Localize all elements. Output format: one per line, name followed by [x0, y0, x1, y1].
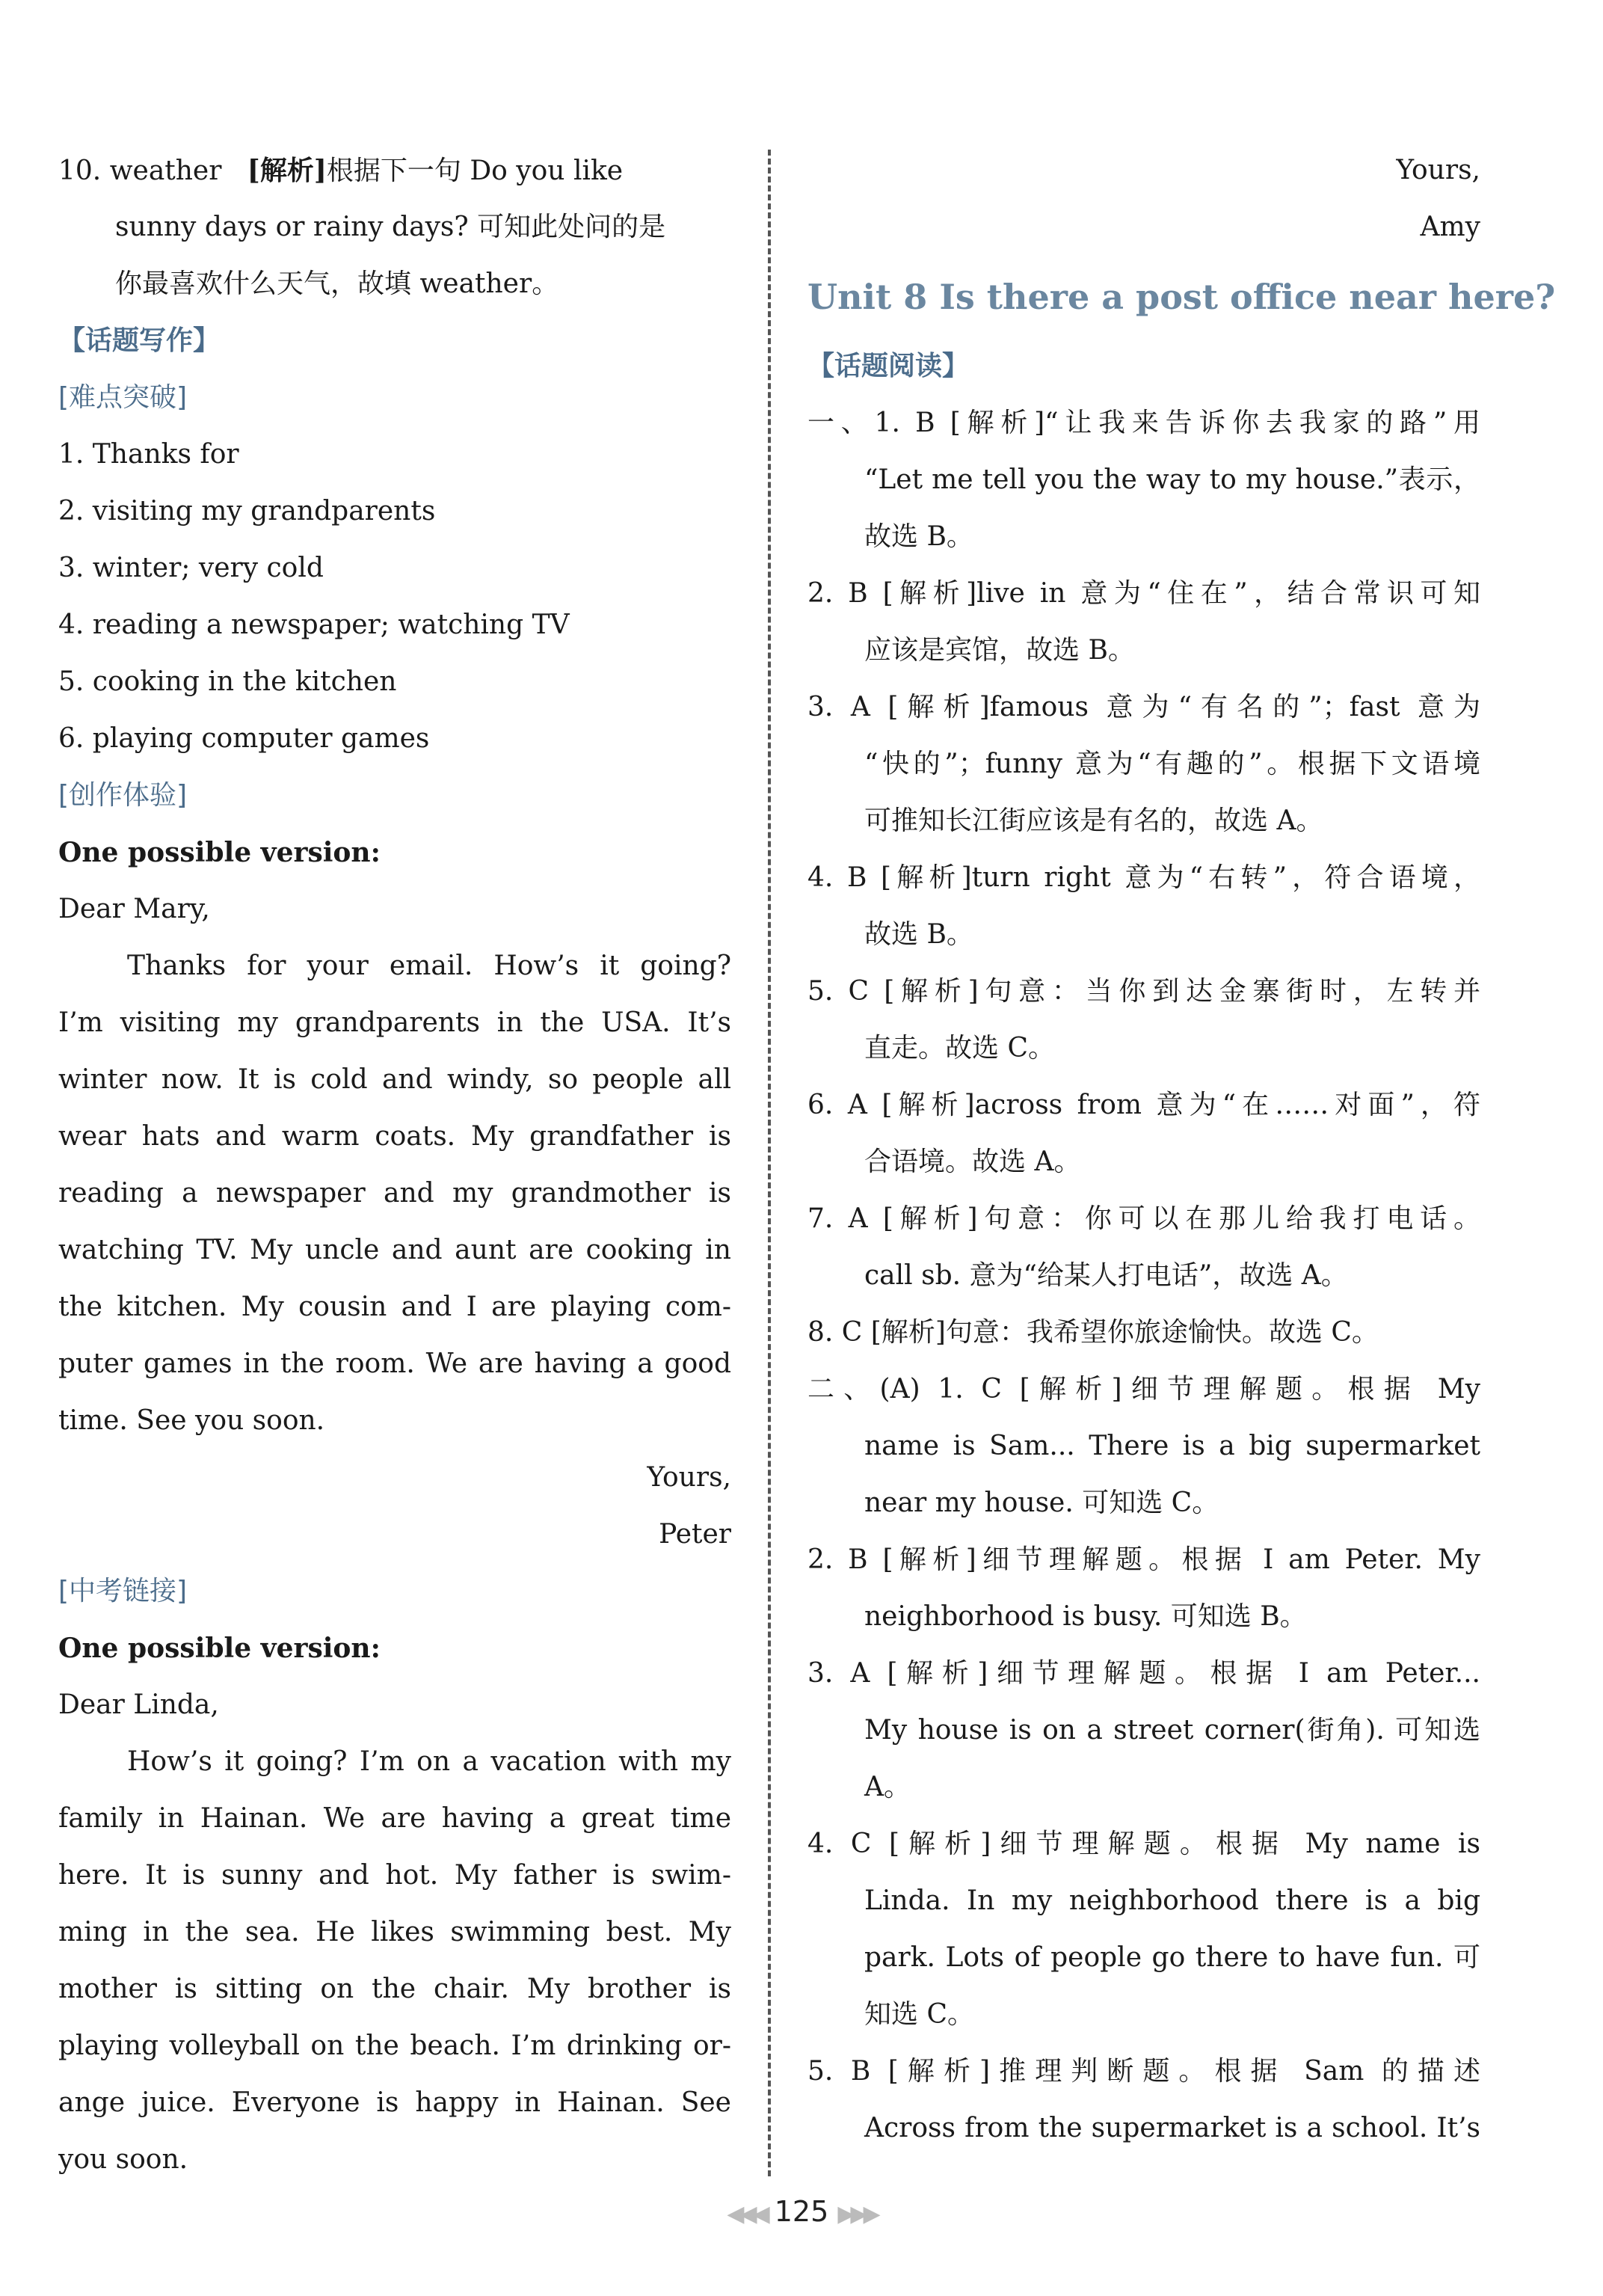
answer-line: 8. C [解析]句意：我希望你旅途愉快。故选 C。	[807, 1317, 1379, 1348]
answer-line: 3. A [解析]细节理解题。根据 I am Peter...	[807, 1658, 1480, 1689]
answer-line: 可推知长江街应该是有名的，故选 A。	[864, 805, 1323, 836]
answer-item	[807, 1191, 1480, 1304]
answer-line: “快的”；funny 意为“有趣的”。根据下文语境	[864, 749, 1480, 779]
answer-line: 直走。故选 C。	[864, 1033, 1055, 1063]
version-label: One possible version:	[58, 1633, 381, 1664]
answer-item	[807, 1077, 1480, 1191]
letter-signature: Amy	[1420, 212, 1480, 242]
letter-line: mother is sitting on the chair. My brother is	[58, 1974, 731, 2004]
letter-line: ming in the sea. He likes swimming best. My	[58, 1917, 731, 1947]
answer-item: 6. playing computer games	[58, 723, 430, 754]
left-column	[58, 142, 731, 2188]
letter-signature: Peter	[659, 1519, 731, 1550]
letter-line: playing volleyball on the beach. I’m drinking or-	[58, 2031, 731, 2061]
q10-line3: 你最喜欢什么天气，故填 weather。	[115, 268, 559, 299]
answer-item: 5. cooking in the kitchen	[58, 666, 397, 697]
difficulty-subheading: [难点突破]	[58, 382, 188, 413]
answer-line: 2. B [解析]live in 意为“住在”，结合常识可知	[807, 578, 1480, 609]
answer-line: neighborhood is busy. 可知选 B。	[864, 1601, 1307, 1632]
q10-line2: sunny days or rainy days? 可知此处问的是	[115, 212, 666, 242]
letter-line: Thanks for your email. How’s it going?	[127, 951, 731, 981]
answer-line: 3. A [解析]famous 意为“有名的”；fast 意为	[807, 692, 1480, 722]
answer-item	[807, 2043, 1480, 2157]
answer-item	[807, 963, 1480, 1077]
letter-line: winter now. It is cold and windy, so people all	[58, 1064, 731, 1095]
answer-line: 故选 B。	[864, 521, 973, 552]
answer-line: “Let me tell you the way to my house.”表示，	[864, 464, 1480, 495]
answer-line: park. Lots of people go there to have fun. 可	[864, 1942, 1480, 1973]
answer-line: near my house. 可知选 C。	[864, 1488, 1219, 1518]
answer-line: 二、(A) 1. C [解析]细节理解题。根据 My	[807, 1374, 1480, 1405]
letter-line: time. See you soon.	[58, 1405, 325, 1436]
answer-item: 4. reading a newspaper; watching TV	[58, 610, 570, 640]
answer-item: 2. visiting my grandparents	[58, 496, 436, 527]
answer-item	[807, 1645, 1480, 1816]
answer-line: 2. B [解析]细节理解题。根据 I am Peter. My	[807, 1544, 1480, 1575]
letter-line: wear hats and warm coats. My grandfather is	[58, 1121, 731, 1152]
answer-line: 应该是宾馆，故选 B。	[864, 635, 1135, 666]
letter-line: puter games in the room. We are having a good	[58, 1348, 731, 1379]
q10-line1	[58, 142, 731, 199]
letter-line: How’s it going? I’m on a vacation with my	[127, 1746, 731, 1777]
answer-line: 6. A [解析]across from 意为“在……对面”，符	[807, 1090, 1480, 1120]
answer-item	[807, 395, 1480, 565]
creative-subheading: [创作体验]	[58, 780, 188, 811]
answer-item: 3. winter; very cold	[58, 553, 324, 583]
letter-line: watching TV. My uncle and aunt are cooking in	[58, 1235, 731, 1265]
page-footer	[0, 2195, 1603, 2228]
letter-line: I’m visiting my grandparents in the USA. It’s	[58, 1007, 731, 1038]
answer-line: 故选 B。	[864, 919, 973, 950]
letter-closing: Yours,	[1396, 155, 1480, 185]
letter-greeting: Dear Linda,	[58, 1689, 219, 1720]
reading-section-heading: 【话题阅读】	[807, 351, 970, 381]
letter-line: family in Hainan. We are having a great time	[58, 1803, 731, 1834]
right-column	[807, 142, 1556, 2157]
answer-item	[807, 850, 1480, 963]
page-number: 125	[774, 2195, 829, 2228]
answer-item	[807, 1816, 1480, 2043]
answer-line: 5. C [解析]句意：当你到达金寨街时，左转并	[807, 976, 1480, 1007]
answer-line: Across from the supermarket is a school. It’s	[864, 2113, 1480, 2143]
writing-section-heading: 【话题写作】	[58, 325, 221, 356]
answer-line: 7. A [解析]句意：你可以在那儿给我打电话。	[807, 1203, 1480, 1234]
answer-line: Linda. In my neighborhood there is a big	[864, 1885, 1480, 1916]
answer-line: name is Sam... There is a big supermarket	[864, 1431, 1480, 1461]
answer-line: 知选 C。	[864, 1999, 974, 2030]
answer-line: 一、1. B [解析]“让我来告诉你去我家的路”用	[807, 408, 1480, 438]
unit-title: Unit 8 Is there a post office near here?	[807, 277, 1556, 317]
answer-item	[807, 1532, 1480, 1645]
column-divider	[768, 150, 771, 2176]
answer-item	[807, 679, 1480, 850]
zhongkao-subheading: [中考链接]	[58, 1576, 188, 1606]
answer-line: call sb. 意为“给某人打电话”，故选 A。	[864, 1260, 1348, 1291]
letter-line: here. It is sunny and hot. My father is swim-	[58, 1860, 731, 1891]
answer-line: 5. B [解析]推理判断题。根据 Sam 的描述	[807, 2056, 1480, 2087]
q10-tag: [解析]	[247, 155, 327, 186]
answer-line: My house is on a street corner(街角). 可知选	[864, 1715, 1480, 1746]
answer-line: 4. B [解析]turn right 意为“右转”，符合语境，	[807, 862, 1480, 893]
letter-greeting: Dear Mary,	[58, 894, 210, 924]
letter-line: the kitchen. My cousin and I are playing com-	[58, 1292, 731, 1322]
version-label: One possible version:	[58, 837, 381, 868]
answer-item	[807, 565, 1480, 679]
prev-arrows-icon: ◀◀◀	[727, 2201, 766, 2227]
answer-item	[807, 1361, 1480, 1532]
q10-text1: 根据下一句 Do you like	[326, 156, 624, 186]
answer-item: 1. Thanks for	[58, 439, 239, 470]
letter-line: reading a newspaper and my grandmother is	[58, 1178, 731, 1209]
q10-number: 10. weather	[58, 156, 222, 186]
letter-line: you soon.	[58, 2144, 188, 2175]
answer-line: A。	[864, 1772, 911, 1802]
letter-line: ange juice. Everyone is happy in Hainan. See	[58, 2087, 731, 2118]
answer-line: 合语境。故选 A。	[864, 1147, 1081, 1177]
letter-closing: Yours,	[647, 1462, 731, 1493]
answer-line: 4. C [解析]细节理解题。根据 My name is	[807, 1829, 1480, 1859]
next-arrows-icon: ▶▶▶	[837, 2201, 876, 2227]
answer-item	[807, 1304, 1480, 1361]
